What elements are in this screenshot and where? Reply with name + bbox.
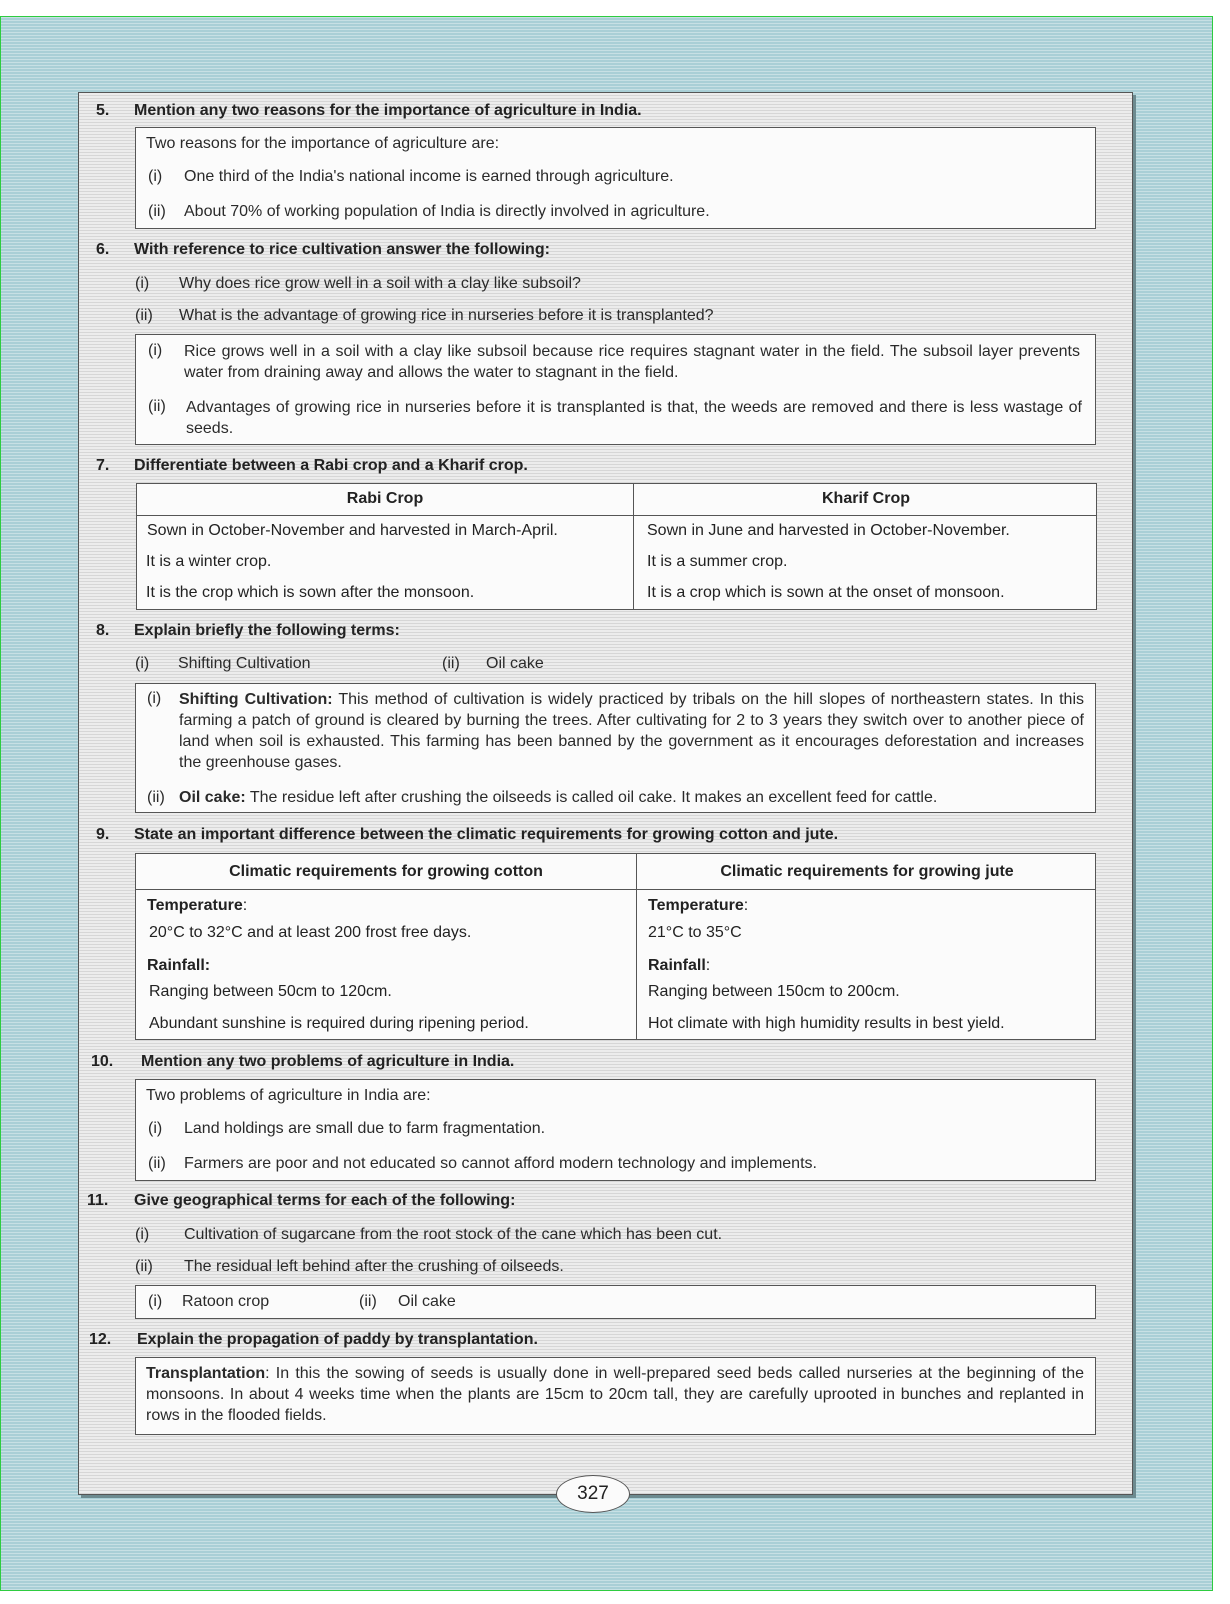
question-number: 6. xyxy=(96,241,110,258)
answer-label: (i) xyxy=(148,342,163,359)
rainfall-label: Rainfall: xyxy=(147,957,211,974)
answer-box xyxy=(135,683,1096,813)
sub-question-label: (ii) xyxy=(442,655,460,672)
answer-text xyxy=(179,789,937,807)
answer-text: One third of the India's national income is earned through agriculture. xyxy=(184,168,674,185)
table-cell: It is a winter crop. xyxy=(146,553,272,570)
answer-box xyxy=(135,1285,1096,1319)
answer-text: Advantages of growing rice in nurseries before it is transplanted is that, the weeds are removed and there is less wastage of seeds. xyxy=(186,399,1082,437)
print-footer xyxy=(0,1593,1230,1604)
answer-text: Oil cake xyxy=(398,1293,456,1310)
answer-body: This method of cultivation is widely practiced by tribals on the hill slopes of northeastern states. In this farming a patch of ground is cleared by burning the trees. After cultivating for 2 to 3 years they switch over to another piece of land when soil is exhausted. This farming has been banned by the government as it encourages deforestation and increases the greenhouse gases. xyxy=(179,691,1084,771)
answer-body: The residue left after crushing the oilseeds is called oil cake. It makes an excellent feed for cattle. xyxy=(249,789,938,806)
question-text: Explain briefly the following terms: xyxy=(134,622,400,639)
question-number: 8. xyxy=(96,622,110,639)
table-header: Climatic requirements for growing jute xyxy=(720,863,1014,880)
answer-label: (ii) xyxy=(148,1155,166,1172)
answer-box xyxy=(135,127,1096,229)
answer-label: (i) xyxy=(148,1293,163,1310)
jute-extra: Hot climate with high humidity results in best yield. xyxy=(648,1015,1005,1032)
answer-label: (ii) xyxy=(147,789,165,806)
question-text: With reference to rice cultivation answer the following: xyxy=(134,241,550,258)
table-cell: Sown in June and harvested in October-November. xyxy=(647,522,1010,539)
table-header: Climatic requirements for growing cotton xyxy=(229,863,543,880)
question-text: Explain the propagation of paddy by transplantation. xyxy=(137,1331,538,1348)
sub-question-text: What is the advantage of growing rice in nurseries before it is transplanted? xyxy=(179,307,714,324)
temperature-label: Temperature: xyxy=(648,897,749,914)
cotton-rainfall: Ranging between 50cm to 120cm. xyxy=(149,983,392,1000)
table-cell: It is a crop which is sown at the onset of monsoon. xyxy=(647,584,1005,601)
answer-label: (ii) xyxy=(148,203,166,220)
temperature-label: Temperature: xyxy=(147,897,248,914)
sub-question-text: Why does rice grow well in a soil with a clay like subsoil? xyxy=(179,275,581,292)
question-number: 12. xyxy=(89,1331,112,1348)
answer-term: Transplantation xyxy=(146,1365,266,1382)
answer-term: Oil cake: xyxy=(179,789,246,806)
question-number: 7. xyxy=(96,457,110,474)
sub-question-label: (ii) xyxy=(135,1258,153,1275)
question-text: State an important difference between the climatic requirements for growing cotton and jute. xyxy=(134,826,839,843)
answer-label: (i) xyxy=(148,168,163,185)
answer-intro: Two problems of agriculture in India are: xyxy=(146,1087,431,1104)
question-text: Give geographical terms for each of the following: xyxy=(134,1192,516,1209)
answer-label: (ii) xyxy=(148,398,166,415)
question-text: Mention any two reasons for the importance of agriculture in India. xyxy=(134,102,642,119)
answer-box xyxy=(135,1357,1096,1435)
answer-label: (i) xyxy=(148,1120,163,1137)
question-text: Mention any two problems of agriculture in India. xyxy=(141,1053,515,1070)
answer-box xyxy=(135,334,1096,445)
question-number: 11. xyxy=(87,1192,109,1209)
worksheet-panel xyxy=(78,92,1133,1495)
question-number: 9. xyxy=(96,826,110,843)
question-number: 5. xyxy=(96,102,110,119)
climate-table xyxy=(135,853,1096,1040)
sub-question-label: (i) xyxy=(135,275,150,292)
jute-rainfall: Ranging between 150cm to 200cm. xyxy=(648,983,900,1000)
table-cell: It is the crop which is sown after the monsoon. xyxy=(146,584,475,601)
sub-question-text: Oil cake xyxy=(486,655,544,672)
jute-temperature: 21°C to 35°C xyxy=(648,924,742,941)
answer-text: Land holdings are small due to farm fragmentation. xyxy=(184,1120,546,1137)
answer-body: : In this the sowing of seeds is usually done in well-prepared seed beds called nurseries at the beginning of the monsoons. In about 4 weeks time when the plants are 15cm to 20cm tall, they are carefully uprooted in bunches and replanted in rows in the flooded fields. xyxy=(146,1365,1084,1424)
sub-question-text: Cultivation of sugarcane from the root stock of the cane which has been cut. xyxy=(184,1226,723,1243)
answer-text: Rice grows well in a soil with a clay like subsoil because rice requires stagnant water in the field. The subsoil layer prevents water from draining away and allows the water to stagnant in the field. xyxy=(184,343,1080,381)
question-number: 10. xyxy=(91,1053,114,1070)
table-cell: Sown in October-November and harvested in March-April. xyxy=(147,522,558,539)
question-text: Differentiate between a Rabi crop and a Kharif crop. xyxy=(134,457,528,474)
answer-label: (i) xyxy=(147,690,162,707)
answer-label: (ii) xyxy=(359,1293,377,1310)
rainfall-label: Rainfall: xyxy=(648,957,711,974)
sub-question-label: (i) xyxy=(135,655,150,672)
comparison-table xyxy=(136,483,1097,610)
sub-question-text: Shifting Cultivation xyxy=(178,655,311,672)
table-header: Rabi Crop xyxy=(346,490,424,507)
sub-question-text: The residual left behind after the crushing of oilseeds. xyxy=(184,1258,564,1275)
page-number: 327 xyxy=(556,1475,630,1513)
cotton-temperature: 20°C to 32°C and at least 200 frost free days. xyxy=(149,924,472,941)
table-header: Kharif Crop xyxy=(822,490,910,507)
answer-text: Farmers are poor and not educated so cannot afford modern technology and implements. xyxy=(184,1155,817,1172)
answer-intro: Two reasons for the importance of agriculture are: xyxy=(146,135,500,152)
answer-text xyxy=(146,1363,1084,1426)
sub-question-label: (i) xyxy=(135,1226,150,1243)
cotton-extra: Abundant sunshine is required during ripening period. xyxy=(149,1015,529,1032)
sub-question-label: (ii) xyxy=(135,307,153,324)
answer-text: Ratoon crop xyxy=(182,1293,270,1310)
answer-text: About 70% of working population of India is directly involved in agriculture. xyxy=(184,203,710,220)
answer-box xyxy=(135,1079,1096,1181)
answer-text xyxy=(179,689,1084,773)
answer-term: Shifting Cultivation: xyxy=(179,691,333,708)
table-cell: It is a summer crop. xyxy=(647,553,788,570)
